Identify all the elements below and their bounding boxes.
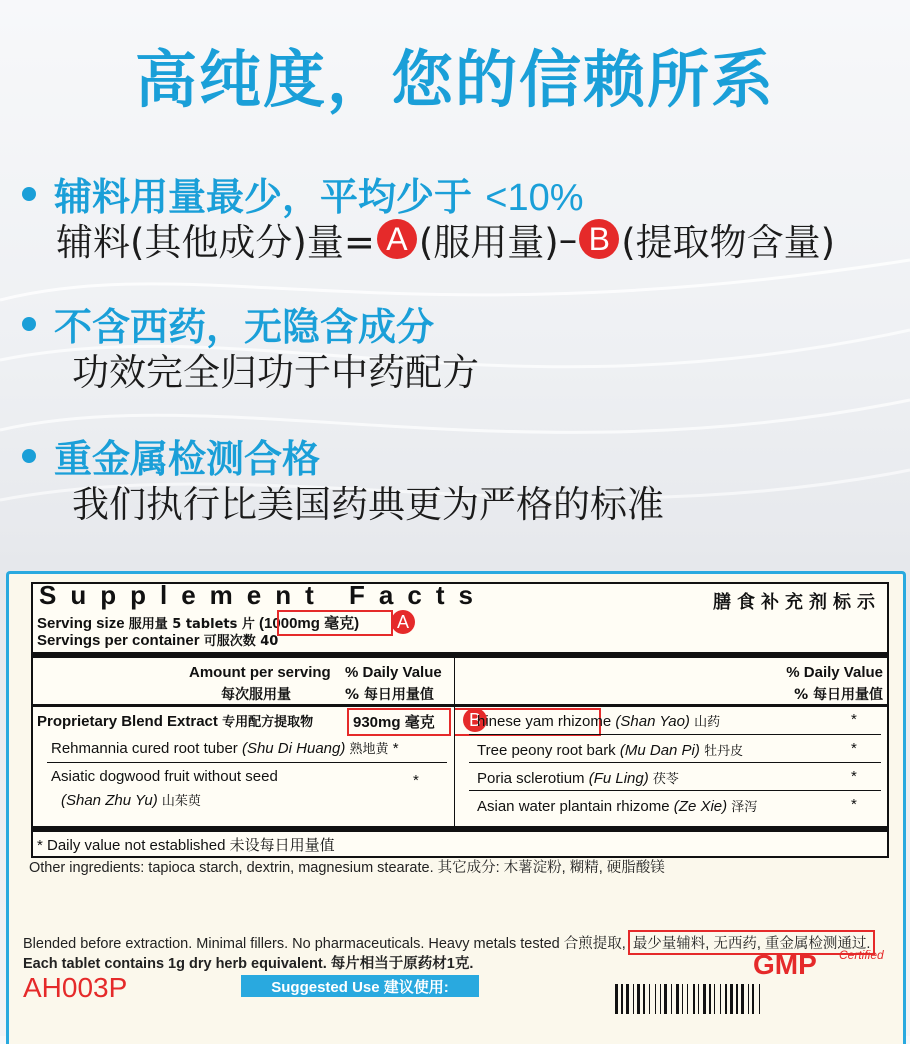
blended-note-highlight: 最少量辅料, 无西药, 重金属检测通过.	[628, 930, 876, 955]
ingredient-row: hinese yam rhizome (Shan Yao) 山药	[477, 713, 721, 730]
barcode-bar	[761, 984, 763, 1014]
barcode-bar	[722, 984, 724, 1014]
divider-thick	[33, 826, 887, 832]
bullet-3-sub: 我们执行比美国药典更为严格的标准	[72, 483, 664, 526]
barcode-bar	[660, 984, 661, 1014]
barcode-bar	[615, 984, 618, 1014]
barcode-bar	[643, 984, 645, 1014]
barcode-bar	[673, 984, 675, 1014]
ingredient-dv: *	[851, 711, 857, 728]
barcode-bar	[662, 984, 663, 1014]
marker-b-icon: B	[579, 219, 619, 259]
tablet-note: Each tablet contains 1g dry herb equivalent. 每片相当于原药材1克.	[23, 956, 474, 972]
barcode-bar	[707, 984, 708, 1014]
facts-title: Supplement Facts	[39, 580, 487, 610]
ingredient-dv: *	[851, 768, 857, 785]
daily-value-right: % Daily Value	[786, 664, 883, 681]
barcode-bar	[755, 984, 758, 1014]
marker-b-icon: B	[463, 708, 487, 732]
serving-size: Serving size 服用量 5 tablets 片 (1000mg 毫克)	[37, 615, 360, 632]
formula-line	[56, 212, 835, 266]
ingredient-dv: *	[413, 772, 419, 789]
barcode-bar	[725, 984, 727, 1014]
serving-highlight	[277, 610, 393, 636]
barcode-bar	[651, 984, 654, 1014]
barcode-bar	[720, 984, 721, 1014]
bullet-dot-icon	[22, 449, 36, 463]
ingredient-row: Asiatic dogwood fruit without seed	[51, 768, 278, 785]
barcode-bar	[752, 984, 754, 1014]
row-divider	[47, 762, 447, 763]
supplement-facts-box	[31, 582, 889, 858]
suggested-use-bar: Suggested Use 建议使用:	[241, 975, 479, 997]
divider-thick	[33, 652, 887, 658]
barcode-bar	[687, 984, 688, 1014]
barcode-bar	[671, 984, 672, 1014]
barcode-bar	[693, 984, 695, 1014]
ingredient-row: Poria sclerotium (Fu Ling) 茯苓	[477, 770, 679, 787]
barcode-bar	[626, 984, 629, 1014]
bullet-1-title: 辅料用量最少，平均少于 <10%	[54, 175, 584, 219]
barcode-bar	[689, 984, 692, 1014]
bullet-2-sub: 功效完全归功于中药配方	[72, 351, 479, 394]
barcode-bar	[633, 984, 634, 1014]
bullet-dot-icon	[22, 317, 36, 331]
barcode-bar	[635, 984, 636, 1014]
gmp-logo: GMP	[753, 949, 817, 980]
other-ingredients: Other ingredients: tapioca starch, dextrin, magnesium stearate. 其它成分: 木薯淀粉, 糊精, 硬脂酸镁	[29, 860, 665, 876]
ingredient-row: Rehmannia cured root tuber (Shu Di Huang) 熟地黄 *	[51, 740, 399, 757]
barcode-bar	[698, 984, 699, 1014]
barcode-bar	[664, 984, 667, 1014]
ingredient-row: Asian water plantain rhizome (Ze Xie) 泽泻	[477, 798, 758, 815]
barcode-bar	[668, 984, 670, 1014]
barcode-bar	[734, 984, 735, 1014]
daily-value-right-cn: % 每日用量值	[794, 687, 883, 703]
row-divider	[469, 734, 881, 735]
bullet-2-title: 不含西药，无隐含成分	[54, 305, 435, 349]
ingredient-row-cont: (Shan Zhu Yu) 山茱萸	[61, 792, 201, 809]
amount-per-serving: Amount per serving	[189, 664, 331, 681]
blend-amount: 930mg 毫克	[353, 714, 435, 731]
product-label	[6, 571, 906, 1044]
barcode-bar	[624, 984, 625, 1014]
marker-a-icon: A	[391, 610, 415, 634]
formula-minus: –	[558, 217, 578, 261]
row-divider	[469, 790, 881, 791]
divider-right	[454, 704, 887, 707]
barcode-bar	[641, 984, 642, 1014]
marker-a-icon: A	[377, 219, 417, 259]
barcode-bar	[739, 984, 740, 1014]
barcode-bar	[703, 984, 706, 1014]
barcode-bar	[736, 984, 738, 1014]
barcode-bar	[696, 984, 697, 1014]
blended-note: Blended before extraction. Minimal fillers. No pharmaceuticals. Heavy metals tested 合煎提取, 最少量辅料, 无西药, 重金属检测通过.	[23, 930, 875, 955]
barcode-bar	[730, 984, 733, 1014]
barcode-bar	[745, 984, 747, 1014]
barcode-bar	[680, 984, 681, 1014]
barcode-bar	[646, 984, 648, 1014]
headline: 高纯度，您的信赖所系	[134, 43, 775, 116]
barcode-bar	[684, 984, 686, 1014]
column-divider	[454, 658, 455, 826]
barcode-bar	[716, 984, 719, 1014]
barcode-bar	[630, 984, 632, 1014]
barcode-bar	[637, 984, 640, 1014]
product-code: AH003P	[23, 972, 128, 1003]
barcode-bar	[676, 984, 679, 1014]
gmp-certified: Certified	[839, 948, 884, 962]
barcode-bar	[748, 984, 749, 1014]
footnote: * Daily value not established 未设每日用量值	[37, 837, 335, 854]
barcode-bar	[712, 984, 713, 1014]
barcode-bar	[649, 984, 650, 1014]
formula-a-label: (服用量)	[418, 221, 559, 264]
ingredient-dv: *	[851, 740, 857, 757]
barcode-bar	[741, 984, 744, 1014]
formula-b-label: (提取物含量)	[621, 221, 836, 264]
formula-prefix: 辅料(其他成分)量=	[56, 221, 375, 264]
barcode-bar	[619, 984, 620, 1014]
barcode-bar	[657, 984, 659, 1014]
barcode-bar	[700, 984, 702, 1014]
bullet-dot-icon	[22, 187, 36, 201]
ingredient-row: Tree peony root bark (Mu Dan Pi) 牡丹皮	[477, 742, 744, 759]
barcode-bar	[709, 984, 711, 1014]
barcode-bar	[750, 984, 751, 1014]
daily-value-left-cn: % 每日用量值	[345, 687, 434, 703]
barcode-bar	[621, 984, 623, 1014]
barcode-bar	[714, 984, 715, 1014]
barcode-bar	[728, 984, 729, 1014]
barcode-bar	[655, 984, 656, 1014]
daily-value-left: % Daily Value	[345, 664, 442, 681]
barcode-bar	[682, 984, 683, 1014]
ingredient-dv: *	[851, 796, 857, 813]
amount-per-serving-cn: 每次服用量	[221, 687, 291, 703]
barcode-bar	[759, 984, 760, 1014]
row-divider	[469, 762, 881, 763]
divider-left	[33, 704, 454, 707]
barcode-icon	[615, 984, 895, 1014]
proprietary-blend: Proprietary Blend Extract 专用配方提取物	[37, 713, 314, 730]
servings-per-container: Servings per container 可服次数 40	[37, 632, 279, 649]
bullet-3-title: 重金属检测合格	[54, 437, 321, 481]
facts-title-cn: 膳食补充剂标示	[713, 592, 881, 613]
